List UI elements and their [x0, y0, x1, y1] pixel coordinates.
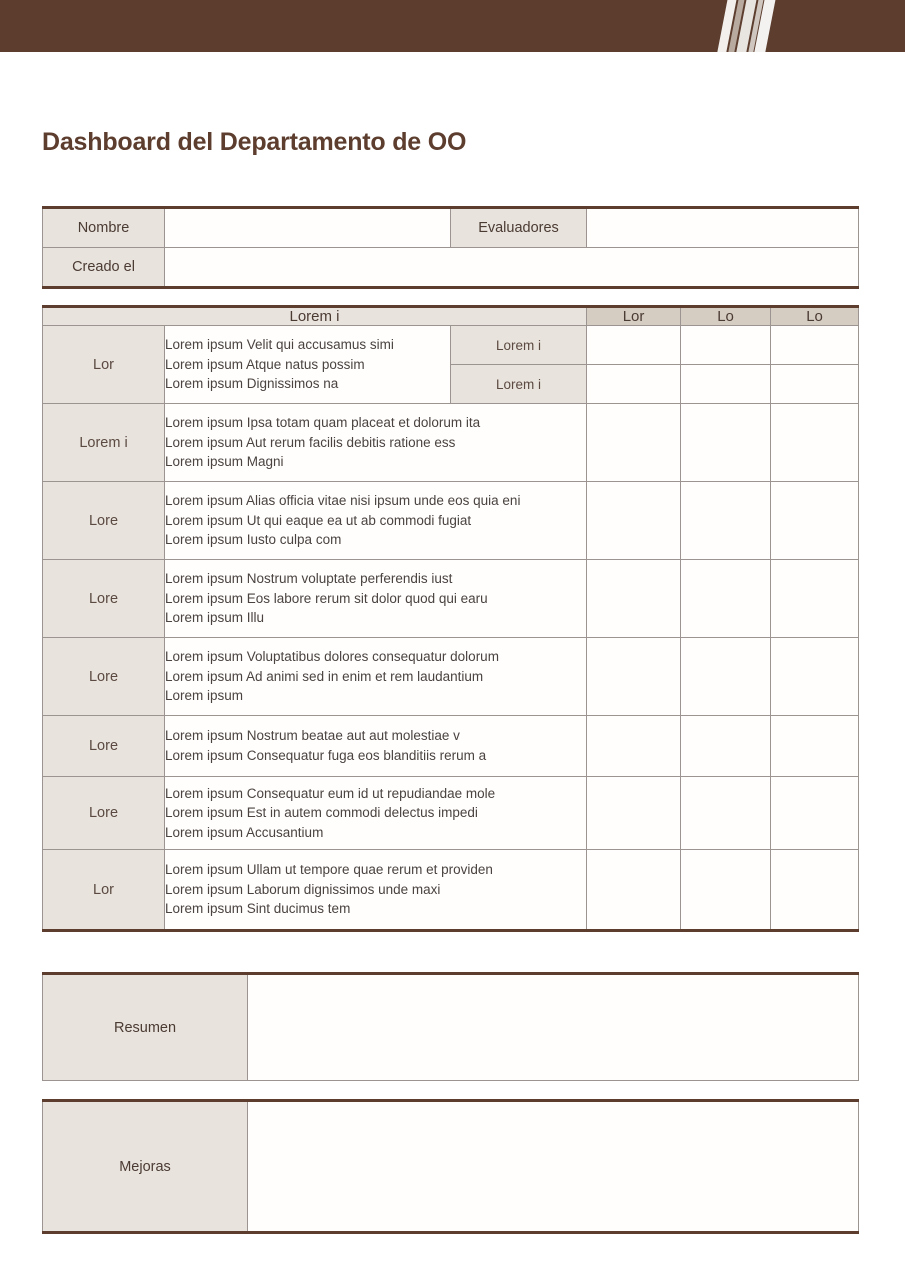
table-row [43, 326, 859, 365]
table-row [43, 777, 859, 850]
row-label: Lore [43, 638, 165, 716]
table-row [43, 716, 859, 777]
table-row [43, 560, 859, 638]
row-subcell: Lorem i [451, 326, 587, 365]
meta-field-evaluadores[interactable] [587, 208, 859, 248]
page-title: Dashboard del Departamento de OO [42, 128, 467, 156]
description-line: Lorem ipsum Ad animi sed in enim et rem laudantium [165, 668, 484, 684]
description-line: Lorem ipsum Est in autem commodi delectus impedi [165, 805, 478, 821]
score-cell-3[interactable] [771, 560, 859, 638]
row-description [165, 777, 587, 850]
table-row [43, 482, 859, 560]
description-line: Lorem ipsum Consequatur fuga eos blanditiis rerum a [165, 748, 487, 763]
meta-label-evaluadores: Evaluadores [451, 208, 587, 248]
score-cell-2[interactable] [681, 365, 771, 404]
description-line: Lorem ipsum Ullam ut tempore quae rerum et providen [165, 862, 493, 878]
meta-field-nombre[interactable] [165, 208, 451, 248]
column-header-2: Lo [681, 307, 771, 326]
resumen-label: Resumen [43, 974, 248, 1081]
row-label: Lore [43, 560, 165, 638]
score-cell-2[interactable] [681, 850, 771, 931]
score-cell-1[interactable] [587, 638, 681, 716]
score-cell-2[interactable] [681, 560, 771, 638]
score-cell-1[interactable] [587, 365, 681, 404]
table-row [43, 208, 859, 248]
description-line: Lorem ipsum Atque natus possim [165, 356, 365, 372]
column-header-3: Lo [771, 307, 859, 326]
table-header-row [43, 307, 859, 326]
description-line: Lorem ipsum Consequatur eum id ut repudiandae mole [165, 785, 496, 801]
score-cell-3[interactable] [771, 365, 859, 404]
score-cell-1[interactable] [587, 404, 681, 482]
description-line: Lorem ipsum Iusto culpa com [165, 532, 342, 548]
description-line: Lorem ipsum Velit qui accusamus simi [165, 337, 394, 353]
description-line: Lorem ipsum Sint ducimus tem [165, 901, 351, 917]
row-label: Lor [43, 326, 165, 404]
resumen-field[interactable] [248, 974, 859, 1081]
description-line: Lorem ipsum Accusantium [165, 824, 324, 840]
mejoras-section [42, 1099, 859, 1234]
row-subcell: Lorem i [451, 365, 587, 404]
row-label: Lore [43, 482, 165, 560]
row-description [165, 404, 587, 482]
row-description [165, 638, 587, 716]
column-header-1: Lor [587, 307, 681, 326]
description-line: Lorem ipsum Voluptatibus dolores consequatur dolorum [165, 649, 499, 665]
table-row [43, 248, 859, 288]
resumen-section [42, 972, 859, 1081]
meta-table [42, 206, 859, 289]
score-cell-1[interactable] [587, 482, 681, 560]
column-header-criteria: Lorem i [43, 307, 587, 326]
mejoras-field[interactable] [248, 1101, 859, 1233]
table-row [43, 850, 859, 931]
score-cell-1[interactable] [587, 716, 681, 777]
description-line: Lorem ipsum Magni [165, 454, 284, 470]
table-row [43, 1101, 859, 1233]
row-description [165, 326, 451, 404]
row-description [165, 560, 587, 638]
meta-field-creado-el[interactable] [165, 248, 859, 288]
score-cell-3[interactable] [771, 482, 859, 560]
description-line: Lorem ipsum Dignissimos na [165, 376, 339, 392]
row-description [165, 482, 587, 560]
row-description [165, 850, 587, 931]
score-cell-1[interactable] [587, 850, 681, 931]
table-row [43, 974, 859, 1081]
score-cell-1[interactable] [587, 326, 681, 365]
top-banner [0, 0, 905, 52]
description-line: Lorem ipsum Ipsa totam quam placeat et dolorum ita [165, 415, 481, 431]
score-cell-3[interactable] [771, 850, 859, 931]
score-cell-3[interactable] [771, 326, 859, 365]
meta-label-nombre: Nombre [43, 208, 165, 248]
score-cell-2[interactable] [681, 777, 771, 850]
description-line: Lorem ipsum Illu [165, 610, 265, 626]
mejoras-label: Mejoras [43, 1101, 248, 1233]
row-label: Lor [43, 850, 165, 931]
description-line: Lorem ipsum [165, 688, 244, 704]
row-label: Lore [43, 777, 165, 850]
meta-label-creado-el: Creado el [43, 248, 165, 288]
description-line: Lorem ipsum Aut rerum facilis debitis ratione ess [165, 434, 456, 450]
score-cell-3[interactable] [771, 638, 859, 716]
table-row [43, 404, 859, 482]
score-cell-2[interactable] [681, 482, 771, 560]
row-description [165, 716, 587, 777]
description-line: Lorem ipsum Ut qui eaque ea ut ab commodi fugiat [165, 512, 472, 528]
score-cell-1[interactable] [587, 560, 681, 638]
score-cell-2[interactable] [681, 716, 771, 777]
score-cell-2[interactable] [681, 326, 771, 365]
score-cell-2[interactable] [681, 638, 771, 716]
description-line: Lorem ipsum Alias officia vitae nisi ipsum unde eos quia eni [165, 493, 521, 509]
description-line: Lorem ipsum Nostrum beatae aut aut molestiae v [165, 728, 460, 744]
description-line: Lorem ipsum Nostrum voluptate perferendis iust [165, 571, 453, 587]
score-cell-2[interactable] [681, 404, 771, 482]
row-label: Lore [43, 716, 165, 777]
table-row [43, 638, 859, 716]
score-cell-3[interactable] [771, 716, 859, 777]
score-cell-3[interactable] [771, 404, 859, 482]
score-cell-1[interactable] [587, 777, 681, 850]
description-line: Lorem ipsum Eos labore rerum sit dolor quod qui earu [165, 590, 488, 606]
description-line: Lorem ipsum Laborum dignissimos unde maxi [165, 881, 441, 897]
score-cell-3[interactable] [771, 777, 859, 850]
evaluation-table [42, 305, 859, 932]
row-label: Lorem i [43, 404, 165, 482]
